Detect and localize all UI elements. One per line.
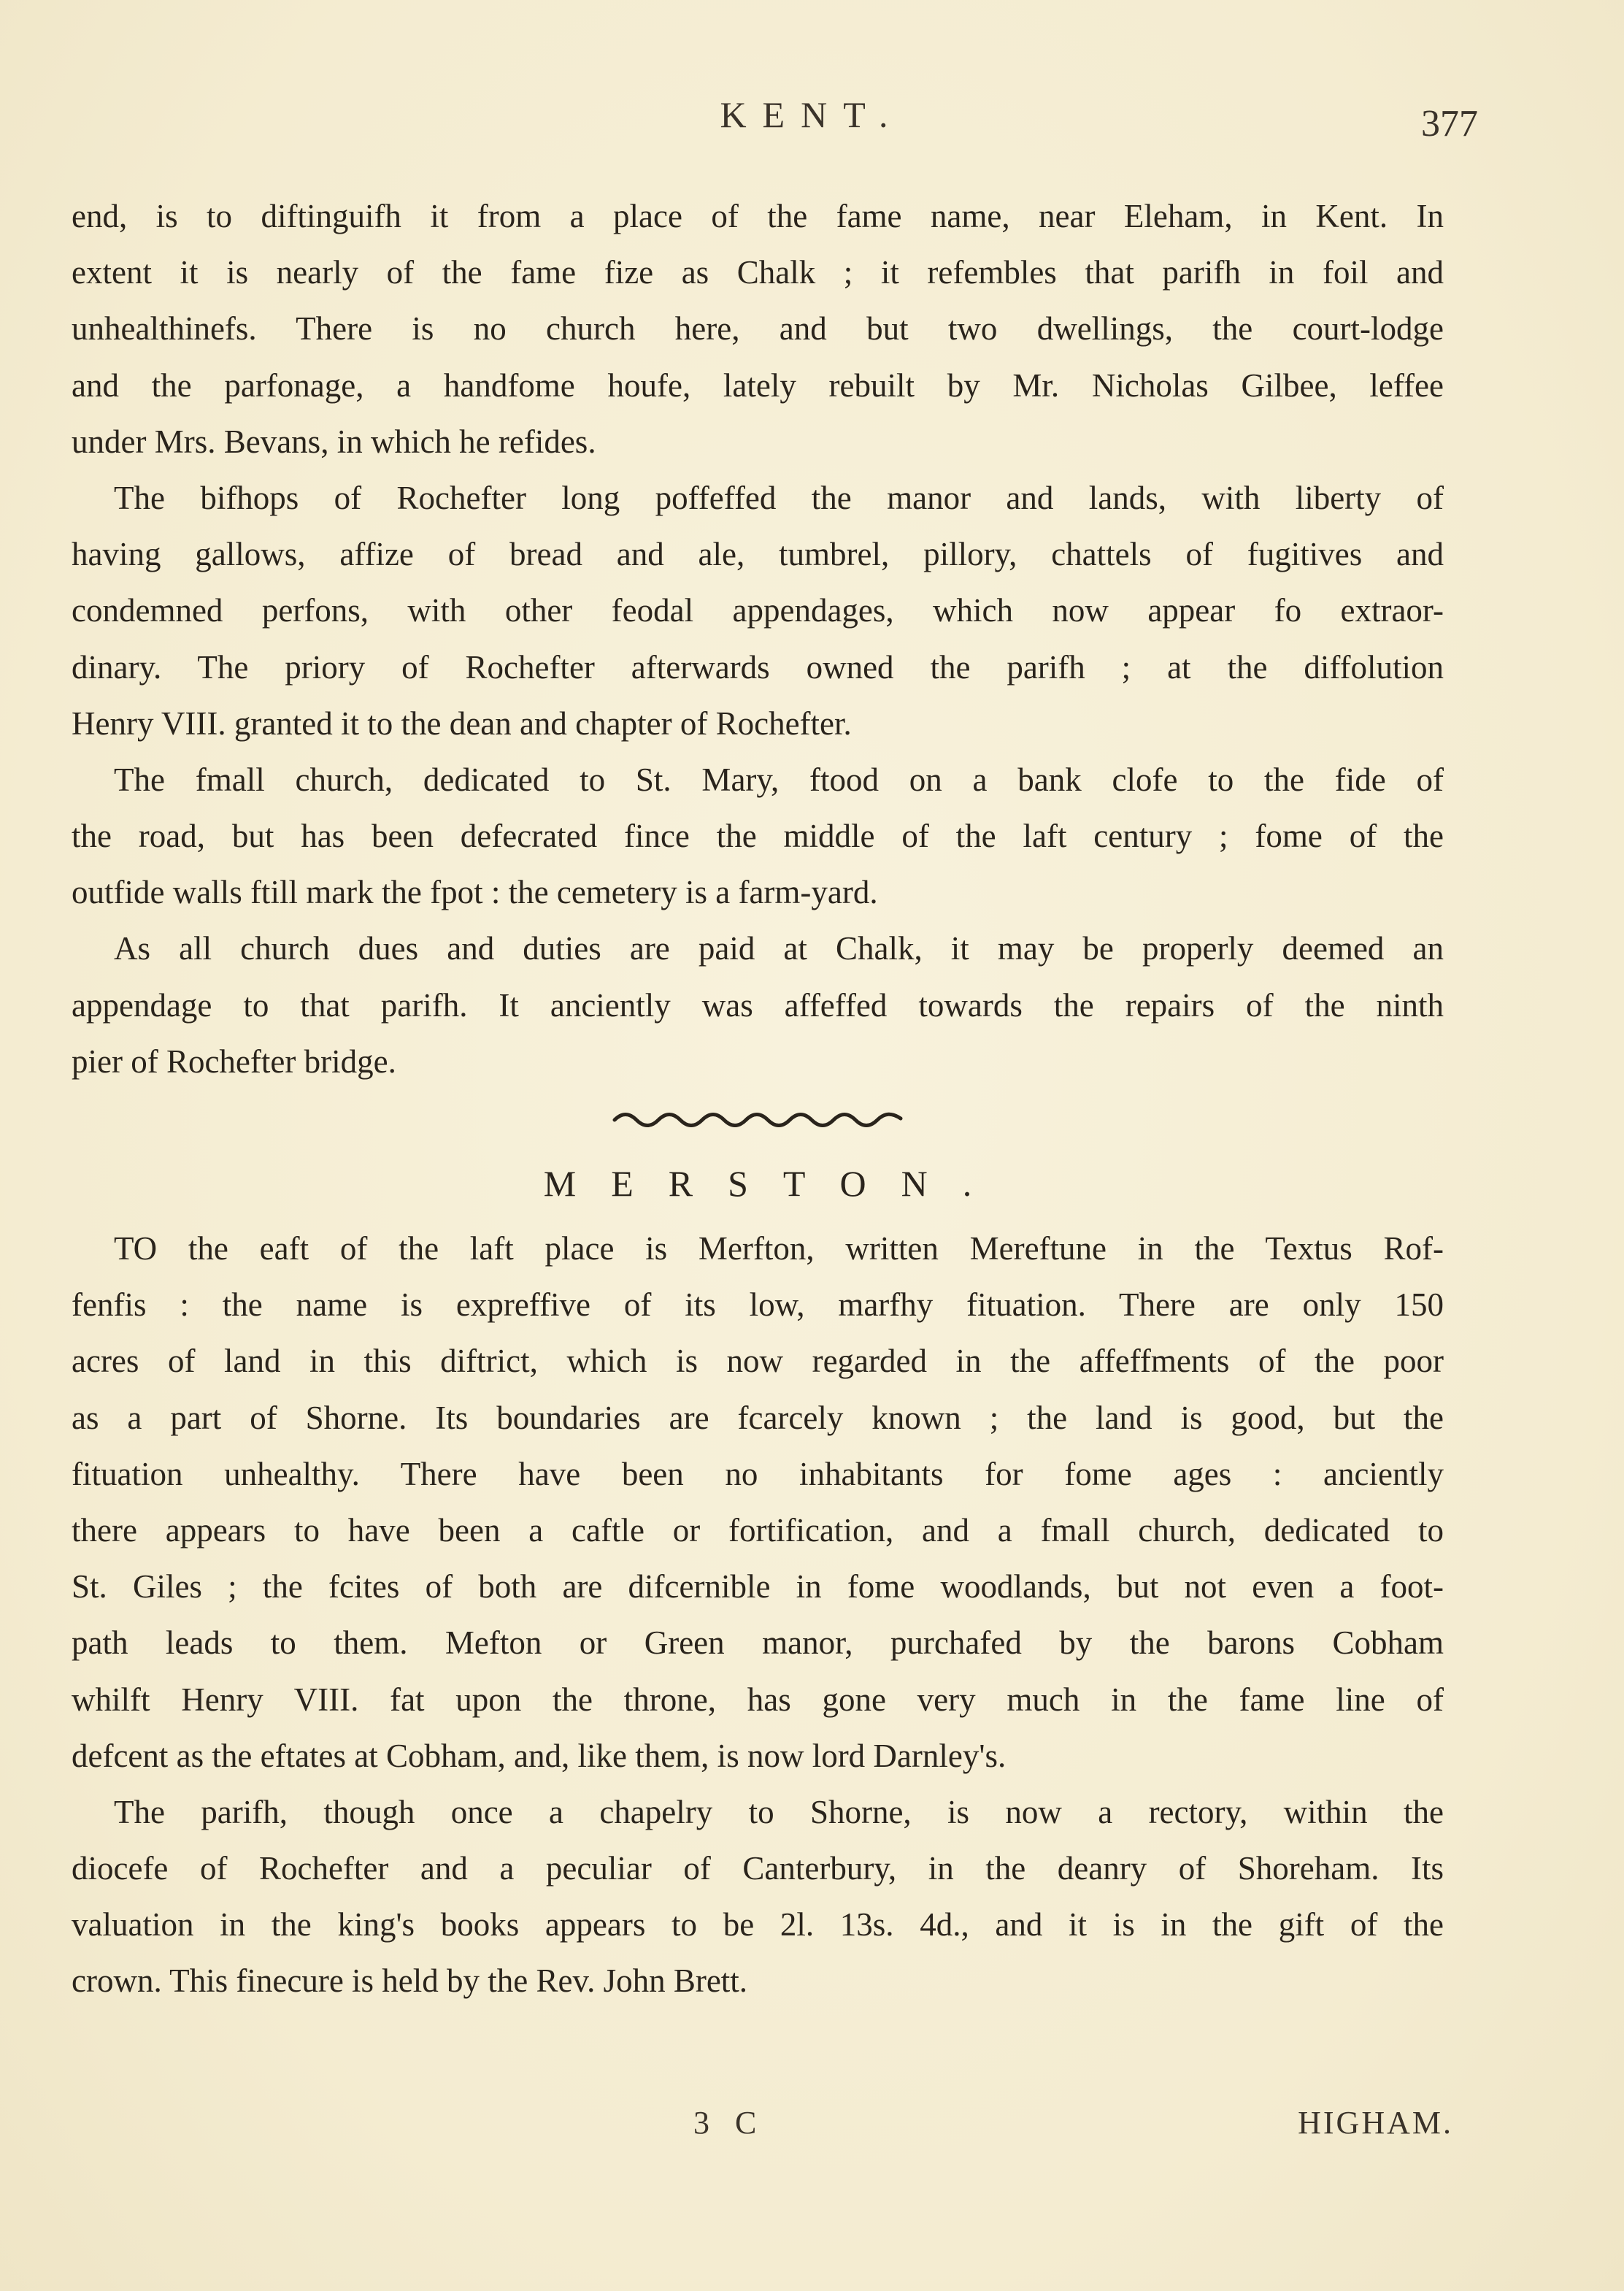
text-line: having gallows, affize of bread and ale, tumbrel, pillory, chattels of fugitives and (72, 536, 1444, 573)
text-line: The fmall church, dedicated to St. Mary, ftood on a bank clofe to the fide of (114, 761, 1444, 798)
paragraph (72, 752, 1444, 921)
text-line: valuation in the king's books appears to be 2l. 13s. 4d., and it is in the gift of the (72, 1906, 1444, 1943)
catchword: HIGHAM. (1298, 2105, 1453, 2141)
text-line: The parifh, though once a chapelry to Shorne, is now a rectory, within the (114, 1793, 1444, 1830)
text-line: St. Giles ; the fcites of both are difcernible in fome woodlands, but not even a foot- (72, 1568, 1444, 1605)
signature-mark: 3 C (693, 2105, 766, 2141)
section-heading: MERSTON. (543, 1163, 1007, 1204)
text-line: crown. This finecure is held by the Rev. John Brett. (72, 1962, 748, 2000)
text-line: pier of Rochefter bridge. (72, 1043, 396, 1080)
text-line: under Mrs. Bevans, in which he refides. (72, 423, 596, 460)
text-line: end, is to diftinguifh it from a place of the fame name, near Eleham, in Kent. In (72, 198, 1444, 234)
text-line: unhealthinefs. There is no church here, and but two dwellings, the court-lodge (72, 310, 1444, 348)
text-line: path leads to them. Mefton or Green manor, purchafed by the barons Cobham (72, 1624, 1444, 1662)
paragraph (72, 470, 1444, 752)
text-line: there appears to have been a caftle or fortification, and a fmall church, dedicated to (72, 1511, 1444, 1549)
wave-ornament-icon (612, 1110, 904, 1127)
page-footer (0, 2104, 1624, 2163)
text-line: condemned perfons, with other feodal appendages, which now appear fo extraor- (72, 592, 1444, 629)
text-line: extent it is nearly of the fame fize as Chalk ; it refembles that parifh in foil and (72, 254, 1444, 291)
paragraph (72, 188, 1444, 470)
text-line: defcent as the eftates at Cobham, and, like them, is now lord Darnley's. (72, 1737, 1007, 1774)
text-line: fituation unhealthy. There have been no inhabitants for fome ages : anciently (72, 1455, 1444, 1492)
main-text (72, 188, 1444, 2010)
paragraph (72, 1784, 1444, 2010)
text-line: whilft Henry VIII. fat upon the throne, has gone very much in the fame line of (72, 1681, 1444, 1718)
running-title: KENT. (720, 94, 904, 135)
ornament-rule (72, 1090, 1444, 1146)
text-line: the road, but has been defecrated fince the middle of the laft century ; fome of the (72, 818, 1444, 855)
text-line: diocefe of Rochefter and a peculiar of Canterbury, in the deanry of Shoreham. Its (72, 1850, 1444, 1887)
text-line: dinary. The priory of Rochefter afterwards owned the parifh ; at the diffolution (72, 648, 1444, 686)
paragraph (72, 1221, 1444, 1784)
page-number: 377 (1421, 103, 1478, 145)
paragraph (72, 921, 1444, 1090)
text-line: appendage to that parifh. It anciently was affeffed towards the repairs of the ninth (72, 986, 1444, 1024)
text-line: The bifhops of Rochefter long poffeffed the manor and lands, with liberty of (114, 479, 1444, 516)
text-line: and the parfonage, a handfome houfe, lately rebuilt by Mr. Nicholas Gilbee, leffee (72, 367, 1444, 404)
text-line: acres of land in this diftrict, which is now regarded in the affeffments of the poor (72, 1343, 1444, 1380)
text-line: As all church dues and duties are paid at Chalk, it may be properly deemed an (114, 930, 1444, 967)
text-line: TO the eaft of the laft place is Merfton, written Mereftune in the Textus Rof- (114, 1230, 1444, 1267)
text-line: fenfis : the name is expreffive of its low, marfhy fituation. There are only 150 (72, 1286, 1444, 1324)
text-line: Henry VIII. granted it to the dean and chapter of Rochefter. (72, 705, 852, 742)
text-line: as a part of Shorne. Its boundaries are fcarcely known ; the land is good, but the (72, 1399, 1444, 1436)
text-line: outfide walls ftill mark the fpot : the cemetery is a farm-yard. (72, 874, 878, 911)
